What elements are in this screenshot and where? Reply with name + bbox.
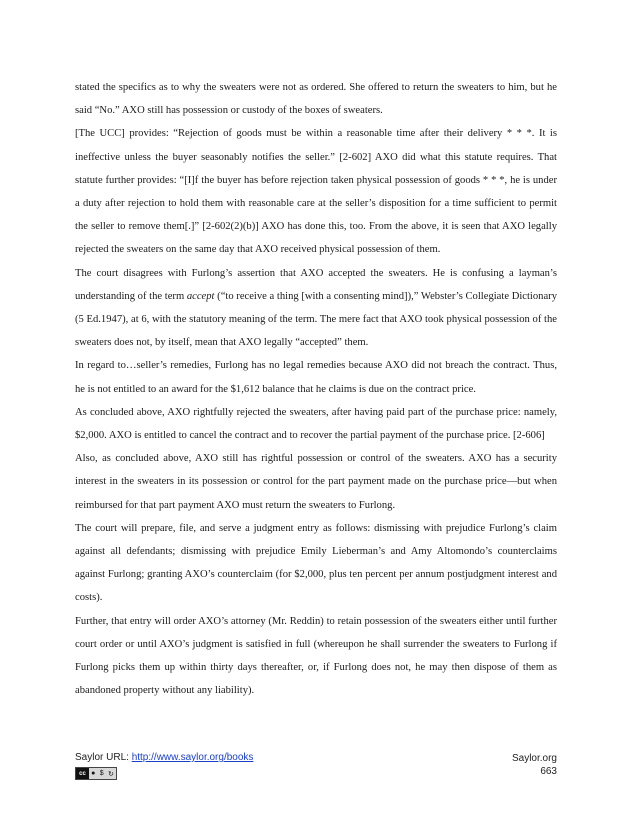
nc-icon: $ [99, 770, 104, 777]
footer-url-label: Saylor URL: [75, 752, 132, 763]
footer-url-link[interactable]: http://www.saylor.org/books [131, 752, 254, 763]
by-icon: ● [91, 770, 96, 777]
paragraph-3-text-b: (“to receive a thing [with a consenting mind]),” Webster’s Collegiate Dictionary (5 Ed.1947), at 6, with the statutory meaning of the term. The mere fact that AXO took physical possession of the sweaters does not, by itself, mean that AXO legally “accepted” them. [75, 290, 557, 349]
footer-source [75, 752, 253, 763]
page-number: 663 [540, 766, 557, 777]
cc-logo-icon: cc [76, 767, 89, 780]
paragraph-3 [75, 262, 557, 355]
paragraph-3-text-a: The court disagrees with Furlong’s assertion that AXO accepted the sweaters. He is confusing a layman’s understanding of the term [75, 267, 557, 302]
paragraph-8: Further, that entry will order AXO’s attorney (Mr. Reddin) to retain possession of the sweaters either until further court order or until AXO’s judgment is satisfied in full (whereupon he shall surrender the sweaters to Furlong if Furlong picks them up within thirty days thereafter, or, if Furlong does not, he may then dispose of them as abandoned property without any liability). [75, 615, 557, 697]
paragraph-7: The court will prepare, file, and serve a judgment entry as follows: dismissing with prejudice Furlong’s claim against all defendants; dismissing with prejudice Emily Lieberman’s and Amy Altomondo’s counterclaims against Furlong; granting AXO’s counterclaim (for $2,000, plus ten percent per annum postjudgment interest and costs). [75, 522, 557, 604]
paragraph-1: stated the specifics as to why the sweaters were not as ordered. She offered to return the sweaters to him, but he said “No.” AXO still has possession or custody of the boxes of sweaters. [75, 82, 557, 117]
creative-commons-license-icon [75, 767, 117, 780]
italic-term-accept: accept [186, 290, 215, 302]
paragraph-4: In regard to…seller’s remedies, Furlong has no legal remedies because AXO did not breach the contract. Thus, he is not entitled to an award for the $1,612 balance that he claims is due on the contract price. [75, 360, 557, 395]
paragraph-6: Also, as concluded above, AXO still has rightful possession or control of the sweaters. AXO has a security interest in the sweaters in its possession or control for the part payment made on the purchase price—but when reimbursed for that part payment AXO must return the sweaters to Furlong. [75, 453, 557, 511]
paragraph-5: As concluded above, AXO rightfully rejected the sweaters, after having paid part of the purchase price: namely, $2,000. AXO is entitled to cancel the contract and to recover the partial payment of the purchase price. [2-606] [75, 406, 557, 442]
document-body [75, 76, 557, 702]
paragraph-2: [The UCC] provides: “Rejection of goods must be within a reasonable time after their delivery * * *. It is ineffective unless the buyer seasonably notifies the seller.” [2-602] AXO did what this statute requires. That statute further provides: “[I]f the buyer has before rejection taken physical possession of goods * * *, he is under a duty after rejection to hold them with reasonable care at the seller’s disposition for a time sufficient to permit the seller to remove them[.]” [2-602(2)(b)] AXO has done this, too. From the above, it is seen that AXO legally rejected the sweaters on the same day that AXO received physical possession of them. [75, 128, 557, 256]
footer-publisher [512, 752, 557, 778]
footer-site-name: Saylor.org [511, 753, 557, 764]
sa-icon: ↻ [107, 770, 114, 778]
license-terms-icon [89, 770, 116, 778]
